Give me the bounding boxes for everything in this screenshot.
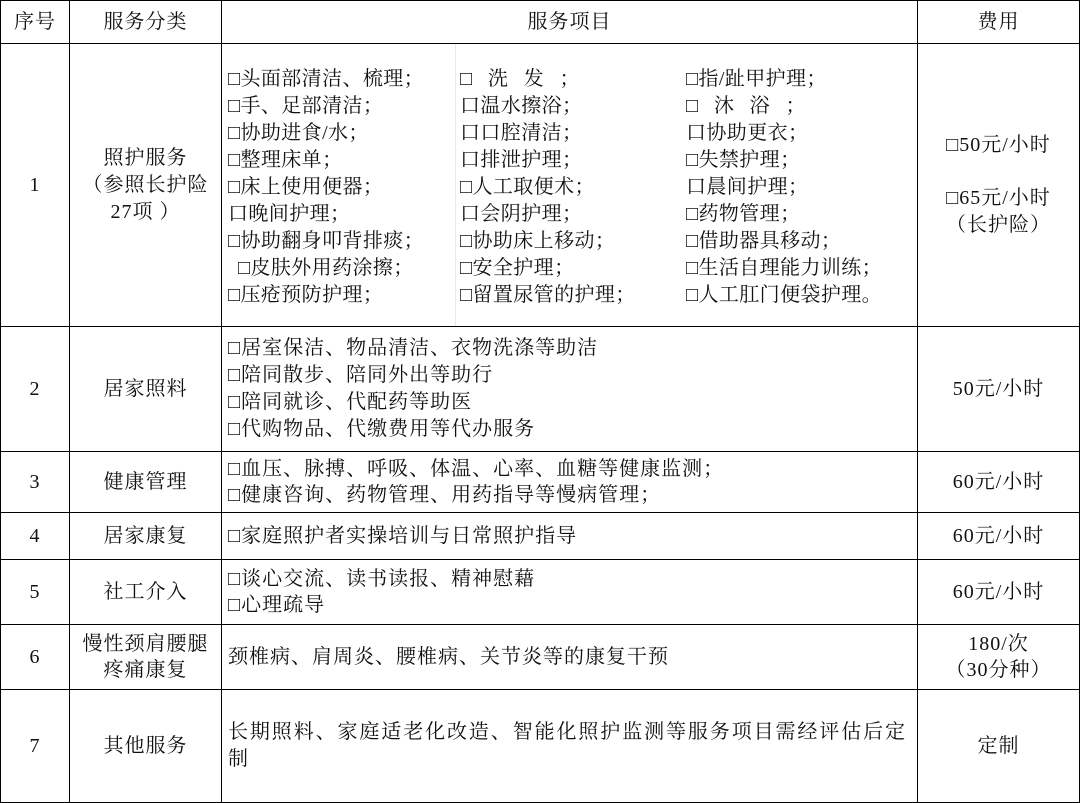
category-line: 社工介入 — [103, 580, 188, 603]
fee-line: 定制 — [977, 734, 1020, 757]
service-item: 口口腔清洁； — [460, 122, 583, 144]
items-cell — [222, 625, 918, 690]
items-column-1 — [228, 66, 424, 309]
fee-cell — [918, 452, 1080, 513]
fee-line: 180/次 — [968, 633, 1029, 655]
items-column-3 — [686, 66, 882, 309]
fee-line: □50元/小时 — [946, 133, 1051, 156]
table-row — [1, 513, 1080, 560]
header-no — [1, 1, 70, 44]
row-number-cell — [1, 625, 70, 690]
row-number: 5 — [29, 580, 41, 603]
header-no-label: 序号 — [14, 10, 56, 33]
service-item: 口会阴护理； — [460, 203, 583, 225]
items-cell — [222, 690, 918, 803]
service-item: □陪同散步、陪同外出等助行 — [228, 364, 494, 386]
service-item: □人工取便术； — [460, 176, 595, 198]
row-number-cell — [1, 452, 70, 513]
category-cell — [70, 690, 222, 803]
table-row — [1, 452, 1080, 513]
service-item: □失禁护理； — [686, 149, 801, 171]
category-line: 健康管理 — [103, 470, 188, 493]
items-cell — [222, 452, 918, 513]
category-line: 慢性颈肩腰腿 — [82, 633, 209, 655]
header-fee — [918, 1, 1080, 44]
row-number: 3 — [29, 470, 41, 493]
service-item: 口排泄护理； — [460, 149, 583, 171]
fee-line: （30分种） — [945, 659, 1052, 681]
category-cell — [70, 513, 222, 560]
category-line: （参照长护险 — [82, 173, 209, 196]
fee-cell — [918, 690, 1080, 803]
row-number: 1 — [29, 173, 41, 196]
fee-cell — [918, 625, 1080, 690]
fee-cell — [918, 327, 1080, 452]
service-item: 长期照料、家庭适老化改造、智能化照护监测等服务项目需经评估后定制 — [228, 721, 907, 770]
service-item: □借助器具移动； — [686, 230, 842, 252]
items-cell — [222, 513, 918, 560]
table-row — [1, 327, 1080, 452]
category-cell — [70, 625, 222, 690]
row-number-cell — [1, 513, 70, 560]
table-row — [1, 560, 1080, 625]
items-cell — [222, 327, 918, 452]
service-item: □代购物品、代缴费用等代办服务 — [228, 418, 536, 440]
service-item: 口晚间护理； — [228, 203, 351, 225]
service-item: □协助床上移动； — [460, 230, 616, 252]
header-category-label: 服务分类 — [103, 10, 188, 33]
fee-cell — [918, 560, 1080, 625]
items-cell — [222, 44, 918, 327]
service-item: □家庭照护者实操培训与日常照护指导 — [228, 524, 578, 547]
category-line: 居家照料 — [103, 377, 188, 400]
service-item: □指/趾甲护理； — [686, 68, 827, 90]
row-number: 2 — [29, 377, 41, 400]
category-cell — [70, 452, 222, 513]
header-items — [222, 1, 918, 44]
category-line: 27项 ） — [110, 200, 181, 223]
row-number-cell — [1, 327, 70, 452]
table-row — [1, 44, 1080, 327]
service-item: □协助进食/水； — [228, 122, 369, 144]
row-number: 4 — [29, 524, 41, 547]
service-item: □压疮预防护理； — [228, 284, 384, 306]
items-column-2 — [460, 66, 636, 309]
service-item: □居室保洁、物品清洁、衣物洗涤等助洁 — [228, 337, 599, 359]
faint-column-divider — [455, 44, 456, 326]
fee-line: □65元/小时 — [946, 186, 1051, 209]
category-cell — [70, 327, 222, 452]
table-row — [1, 690, 1080, 803]
fee-line: 50元/小时 — [952, 377, 1045, 400]
row-number-cell — [1, 690, 70, 803]
service-item: □生活自理能力训练； — [686, 257, 883, 279]
category-line: 其他服务 — [103, 734, 188, 757]
table-header-row — [1, 1, 1080, 44]
service-item: □陪同就诊、代配药等助医 — [228, 391, 473, 413]
fee-cell — [918, 44, 1080, 327]
fee-cell — [918, 513, 1080, 560]
items-cell — [222, 560, 918, 625]
service-item: □留置尿管的护理； — [460, 284, 636, 306]
service-item: □头面部清洁、梳理； — [228, 68, 425, 90]
service-item: □血压、脉搏、呼吸、体温、心率、血糖等健康监测； — [228, 458, 725, 480]
category-line: 照护服务 — [103, 146, 188, 169]
service-item: 口晨间护理； — [686, 176, 809, 198]
service-item: 口协助更衣； — [686, 122, 809, 144]
fee-line: 60元/小时 — [952, 470, 1045, 493]
header-category — [70, 1, 222, 44]
service-item: □安全护理； — [460, 257, 575, 279]
service-item: □皮肤外用药涂擦； — [238, 257, 414, 279]
service-item: □ 洗 发 ； — [460, 68, 580, 90]
category-cell — [70, 560, 222, 625]
service-item: □ 沐 浴 ； — [686, 95, 806, 117]
row-number: 7 — [29, 734, 41, 757]
service-item: 口温水擦浴； — [460, 95, 583, 117]
service-item: □健康咨询、药物管理、用药指导等慢病管理； — [228, 484, 662, 506]
service-item: □心理疏导 — [228, 594, 326, 616]
service-item: □床上使用便器； — [228, 176, 384, 198]
service-item: □协助翻身叩背排痰； — [228, 230, 425, 252]
service-item: 颈椎病、肩周炎、腰椎病、关节炎等的康复干预 — [228, 645, 669, 668]
row-number-cell — [1, 560, 70, 625]
row-number-cell — [1, 44, 70, 327]
fee-line: （长护险） — [946, 213, 1051, 236]
row-number: 6 — [29, 645, 41, 668]
category-line: 居家康复 — [103, 524, 188, 547]
fee-line: 60元/小时 — [952, 524, 1045, 547]
fee-line: 60元/小时 — [952, 580, 1045, 603]
category-cell — [70, 44, 222, 327]
service-item: □人工肛门便袋护理。 — [686, 284, 883, 306]
category-line: 疼痛康复 — [103, 659, 188, 681]
table-row — [1, 625, 1080, 690]
service-item: □手、足部清洁； — [228, 95, 384, 117]
service-item: □谈心交流、读书读报、精神慰藉 — [228, 568, 536, 590]
header-fee-label: 费用 — [977, 10, 1020, 33]
service-item: □整理床单； — [228, 149, 343, 171]
service-item: □药物管理； — [686, 203, 801, 225]
header-items-label: 服务项目 — [527, 10, 612, 33]
